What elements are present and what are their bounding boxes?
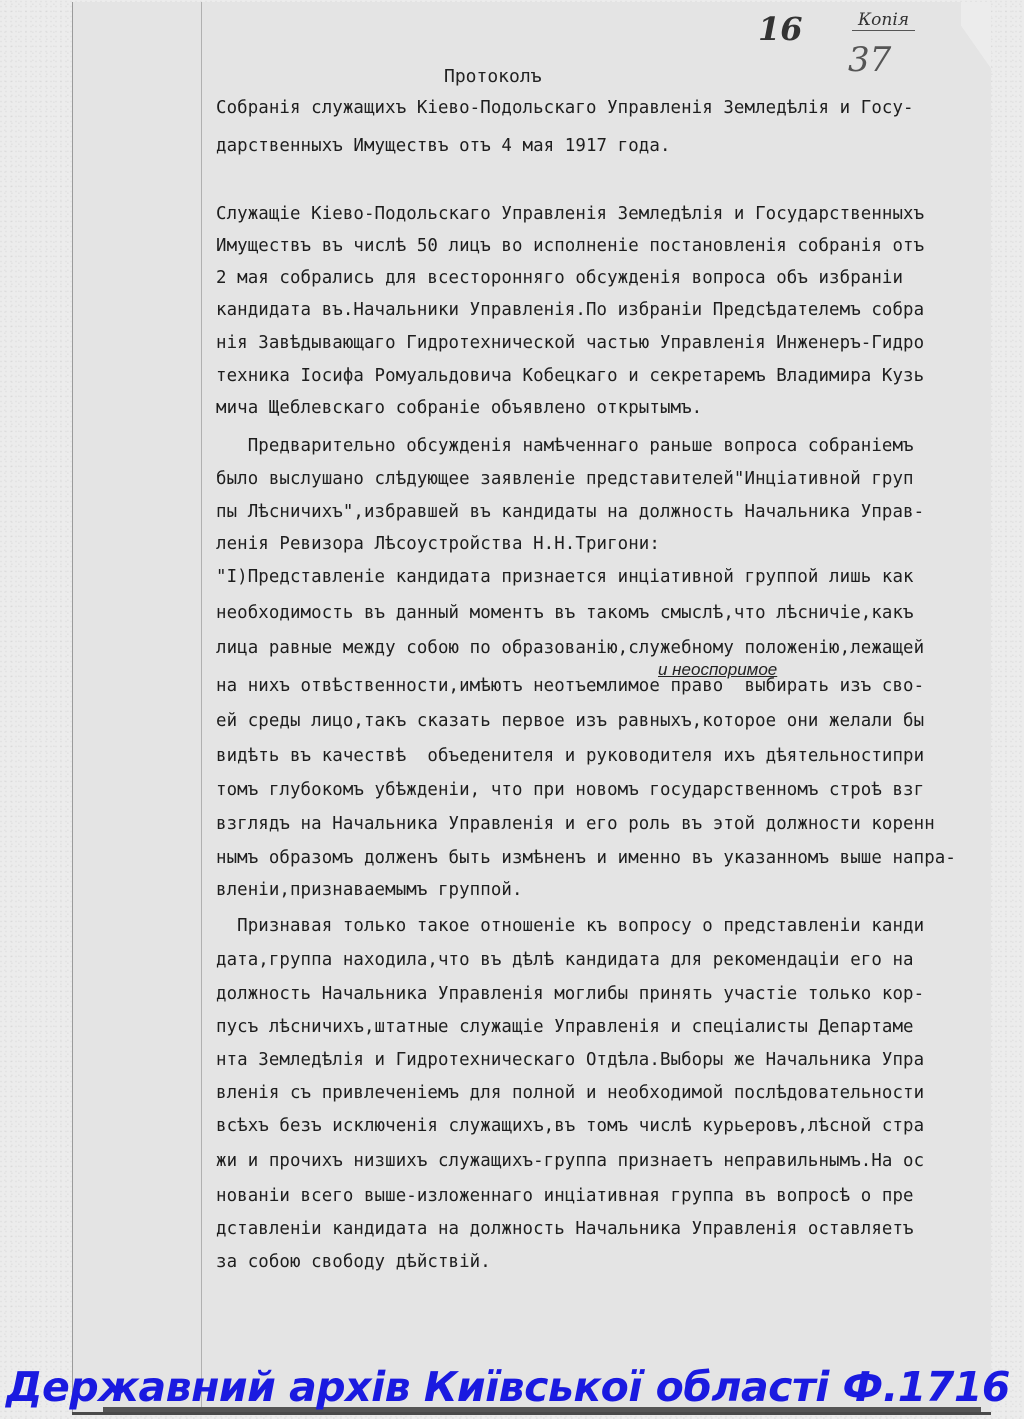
page-fold-line xyxy=(201,2,202,1412)
body-line: нымъ образомъ долженъ быть измѣненъ и именно въ указанномъ выше напра- xyxy=(216,848,956,868)
handwritten-copy-mark: Копія xyxy=(852,10,915,31)
body-line: взглядъ на Начальника Управленія и его роль въ этой должности коренн xyxy=(216,814,935,834)
body-line: нта Земледѣлія и Гидротехническаго Отдѣла.Выборы же Начальника Упра xyxy=(216,1050,925,1070)
handwritten-insert: и неоспоримое xyxy=(658,660,778,679)
body-line: кандидата въ.Начальники Управленія.По избраніи Предсѣдателемъ собра xyxy=(216,300,925,320)
body-line: Служащіе Кіево-Подольскаго Управленія Земледѣлія и Государственныхъ xyxy=(216,204,925,224)
body-line: дставленіи кандидата на должность Начальника Управленія оставляетъ xyxy=(216,1219,914,1239)
torn-corner xyxy=(961,2,991,92)
body-line: пы Лѣсничихъ",избравшей въ кандидаты на должность Начальника Управ- xyxy=(216,502,925,522)
body-line: нія Завѣдывающаго Гидротехнической частью Управленія Инженеръ-Гидро xyxy=(216,333,925,353)
body-line: вленія съ привлеченіемъ для полной и необходимой послѣдовательности xyxy=(216,1083,925,1103)
body-line: пусъ лѣсничихъ,штатные служащіе Управленія и спеціалисты Департаме xyxy=(216,1017,914,1037)
document-title: Протоколъ xyxy=(444,66,542,87)
body-line: за собою свободу дѣйствій. xyxy=(216,1252,491,1272)
body-line: ей среды лицо,такъ сказать первое изъ равныхъ,которое они желали бы xyxy=(216,711,925,731)
body-line: вленіи,признаваемымъ группой. xyxy=(216,880,523,900)
body-line: "I)Представленіе кандидата признается инціативной группой лишь как xyxy=(216,567,914,587)
body-line: техника Іосифа Ромуальдовича Кобецкаго и секретаремъ Владимира Кузь xyxy=(216,366,925,386)
body-line: всѣхъ безъ исключенія служащихъ,въ томъ числѣ курьеровъ,лѣсной стра xyxy=(216,1116,925,1136)
body-line: Признавая только такое отношеніе къ вопросу о представленіи канди xyxy=(216,916,925,936)
body-line: необходимость въ данный моментъ въ такомъ смыслѣ,что лѣсничіе,какъ xyxy=(216,603,914,623)
body-line: Предварительно обсужденія намѣченнаго раньше вопроса собраніемъ xyxy=(216,436,914,456)
handwritten-number: 16 xyxy=(758,10,803,48)
body-line: нованіи всего выше-изложеннаго инціативная группа въ вопросѣ о пре xyxy=(216,1186,914,1206)
body-line: жи и прочихъ низшихъ служащихъ-группа признаетъ неправильнымъ.На ос xyxy=(216,1151,925,1171)
body-line: видѣть въ качествѣ объеденителя и руководителя ихъ дѣятельностипри xyxy=(216,746,925,766)
handwritten-sheet-number: 37 xyxy=(848,40,892,80)
heading-line: дарственныхъ Имуществъ отъ 4 мая 1917 года. xyxy=(216,136,671,156)
body-line: мича Щеблевскаго собраніе объявлено открытымъ. xyxy=(216,398,703,418)
body-line: лица равные между собою по образованію,служебному положенію,лежащей xyxy=(216,638,925,658)
body-line: Имуществъ въ числѣ 50 лицъ во исполненіе постановленія собранія отъ xyxy=(216,236,925,256)
heading-line: Собранія служащихъ Кіево-Подольскаго Управленія Земледѣлія и Госу- xyxy=(216,98,914,118)
body-line: 2 мая собрались для всесторонняго обсужденія вопроса объ избраніи xyxy=(216,268,904,288)
body-line: дата,группа находила,что въ дѣлѣ кандидата для рекомендаціи его на xyxy=(216,950,914,970)
body-line: было выслушано слѣдующее заявленіе представителей"Инціативной груп xyxy=(216,469,914,489)
body-line: должность Начальника Управленія моглибы принять участіе только кор- xyxy=(216,984,925,1004)
body-line: на нихъ отвѣственности,имѣютъ неотъемлимое право выбирать изъ сво- xyxy=(216,676,925,696)
body-line: ленія Ревизора Лѣсоустройства Н.Н.Тригони: xyxy=(216,534,660,554)
body-line: томъ глубокомъ убѣжденіи, что при новомъ государственномъ строѣ взг xyxy=(216,780,925,800)
archive-watermark: Державний архів Київської області Ф.1716 xyxy=(6,1363,1010,1411)
